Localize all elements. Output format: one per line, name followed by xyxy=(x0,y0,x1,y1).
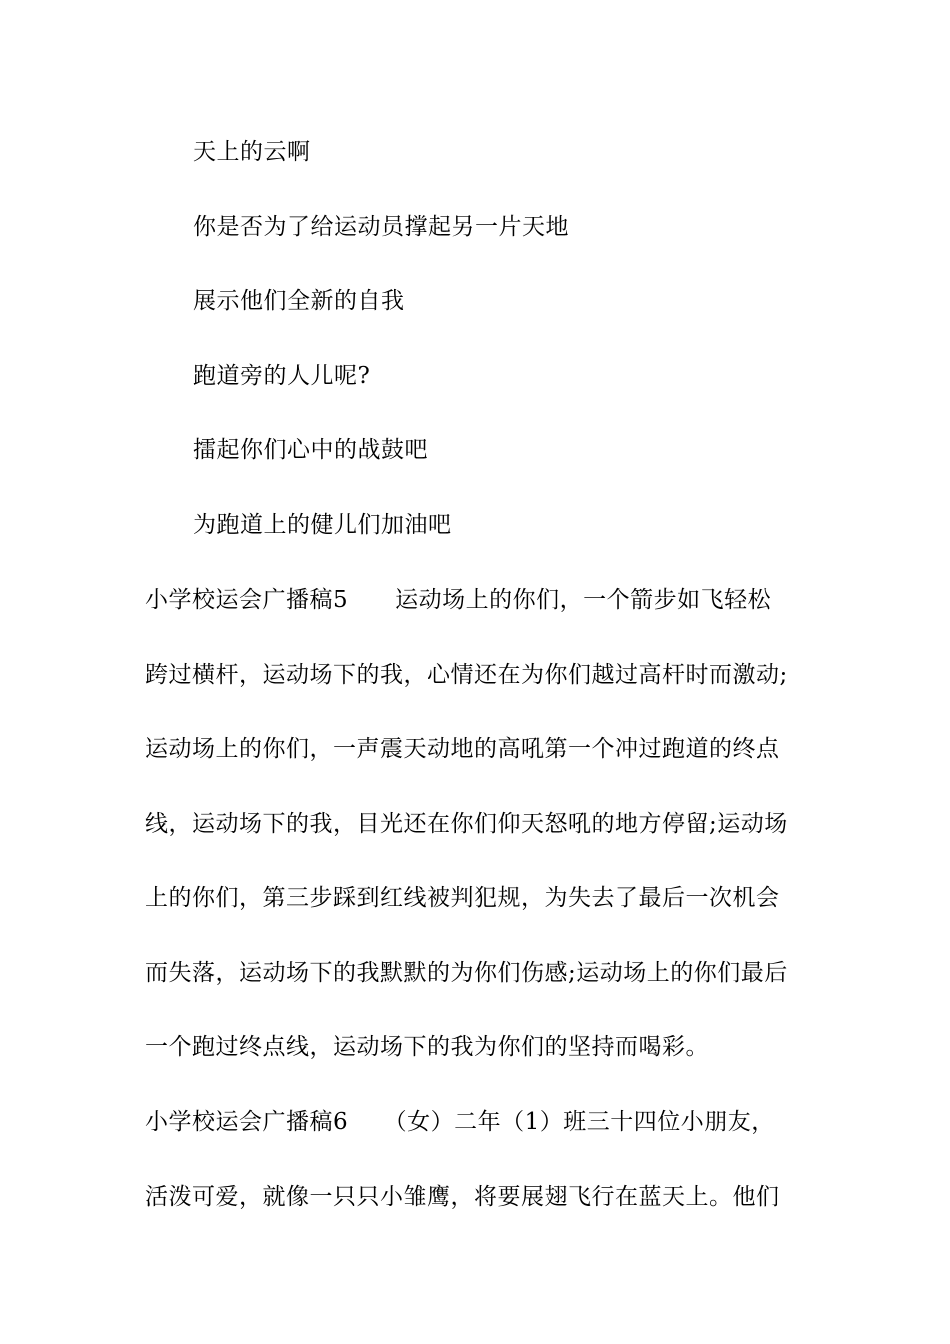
section-5-line: 线，运动场下的我，目光还在你们仰天怒吼的地方停留;运动场 xyxy=(145,811,788,837)
section-5-line: 上的你们，第三步踩到红线被判犯规，为失去了最后一次机会 xyxy=(145,885,780,911)
section-5-line: 而失落，运动场下的我默默的为你们伤感;运动场上的你们最后 xyxy=(145,960,788,986)
section-5-line: 运动场上的你们，一声震天动地的高吼第一个冲过跑道的终点 xyxy=(145,736,780,762)
poem-line: 为跑道上的健儿们加油吧 xyxy=(193,512,452,538)
section-6-line: 小学校运会广播稿6 （女）二年（1）班三十四位小朋友， xyxy=(145,1109,775,1135)
section-6-line: 活泼可爱，就像一只只小雏鹰，将要展翅飞行在蓝天上。他们 xyxy=(145,1184,780,1210)
section-5-line: 一个跑过终点线，运动场下的我为你们的坚持而喝彩。 xyxy=(145,1034,709,1060)
poem-line: 跑道旁的人儿呢? xyxy=(193,363,371,389)
poem-line: 天上的云啊 xyxy=(193,139,311,165)
poem-line: 展示他们全新的自我 xyxy=(193,288,405,314)
poem-line: 你是否为了给运动员撑起另一片天地 xyxy=(193,214,569,240)
section-5-line: 跨过横杆，运动场下的我，心情还在为你们越过高杆时而激动; xyxy=(145,662,788,688)
section-5-line: 小学校运会广播稿5 运动场上的你们，一个箭步如飞轻松 xyxy=(145,587,772,613)
poem-line: 擂起你们心中的战鼓吧 xyxy=(193,437,428,463)
